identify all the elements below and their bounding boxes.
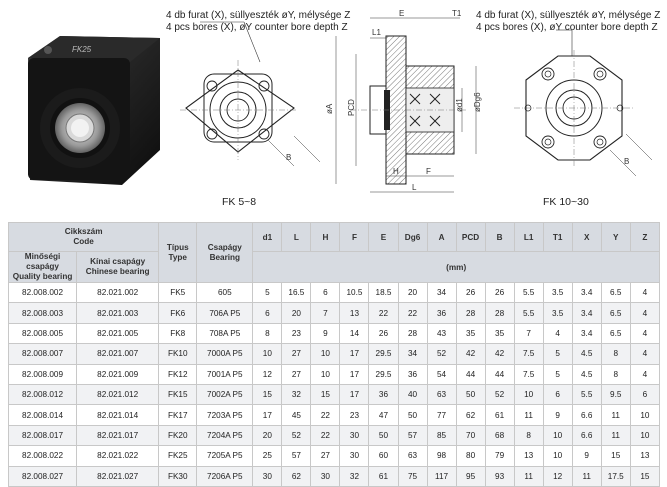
dim-phi-dg6: øDg6 <box>473 92 482 112</box>
table-cell: 22 <box>369 303 398 323</box>
table-cell: 28 <box>398 323 427 343</box>
table-cell: 22 <box>311 405 340 425</box>
table-cell: 82.008.017 <box>9 425 77 445</box>
table-cell: 80 <box>456 446 485 466</box>
table-cell: 10 <box>514 384 543 404</box>
dim-l1: L1 <box>372 28 381 37</box>
table-cell: 60 <box>369 446 398 466</box>
table-cell: 26 <box>369 323 398 343</box>
table-row <box>9 425 660 445</box>
table-cell: 7 <box>514 323 543 343</box>
table-cell: 30 <box>253 466 282 486</box>
table-cell: 28 <box>456 303 485 323</box>
table-cell: FK17 <box>159 405 197 425</box>
table-row <box>9 344 660 364</box>
table-cell: 23 <box>340 405 369 425</box>
header-chinese-bearing <box>77 252 159 283</box>
header-type-en: Type <box>168 252 187 262</box>
header-quality-bearing <box>9 252 77 283</box>
table-cell: 30 <box>311 466 340 486</box>
table-cell: 6 <box>543 384 572 404</box>
table-cell: 7205A P5 <box>197 446 253 466</box>
table-cell: 50 <box>456 384 485 404</box>
dim-b-left: B <box>286 153 292 162</box>
table-cell: 3.4 <box>572 283 601 303</box>
table-cell: 36 <box>398 364 427 384</box>
caption-fk10-30: FK 10~30 <box>543 196 589 208</box>
spec-table <box>8 222 660 487</box>
header-units: (mm) <box>253 252 660 283</box>
table-cell: 11 <box>601 405 630 425</box>
table-cell: 10.5 <box>340 283 369 303</box>
table-cell: 6.6 <box>572 425 601 445</box>
table-cell: 62 <box>282 466 311 486</box>
table-cell: 4 <box>630 283 659 303</box>
header-dim: Z <box>630 223 659 252</box>
table-cell: 7206A P5 <box>197 466 253 486</box>
header-dim: d1 <box>253 223 282 252</box>
header-dim: L <box>282 223 311 252</box>
table-cell: 22 <box>398 303 427 323</box>
table-cell: 18.5 <box>369 283 398 303</box>
table-cell: 40 <box>398 384 427 404</box>
note-right-hu: 4 db furat (X), süllyeszték øY, mélysége Z <box>476 10 661 21</box>
table-cell: 7.5 <box>514 344 543 364</box>
header-dim: F <box>340 223 369 252</box>
table-cell: 32 <box>282 384 311 404</box>
header-bearing-en: Bearing <box>209 252 241 262</box>
table-cell: 7204A P5 <box>197 425 253 445</box>
header-code: Code <box>73 237 94 246</box>
dim-t1: T1 <box>452 9 462 18</box>
table-cell: 15 <box>630 466 659 486</box>
table-cell: 82.021.007 <box>77 344 159 364</box>
table-row <box>9 466 660 486</box>
table-row <box>9 364 660 384</box>
dim-phi-a: øA <box>325 103 334 114</box>
spec-table-body <box>9 283 660 487</box>
table-cell: 706A P5 <box>197 303 253 323</box>
technical-drawing-area <box>0 0 667 215</box>
table-cell: 708A P5 <box>197 323 253 343</box>
table-cell: 3.4 <box>572 323 601 343</box>
table-cell: 70 <box>456 425 485 445</box>
table-cell: 20 <box>253 425 282 445</box>
table-cell: 6.5 <box>601 283 630 303</box>
table-cell: 17 <box>253 405 282 425</box>
table-cell: 14 <box>340 323 369 343</box>
table-cell: 8 <box>601 344 630 364</box>
table-cell: 6 <box>311 283 340 303</box>
dim-f: F <box>426 167 431 176</box>
table-cell: 98 <box>427 446 456 466</box>
table-row <box>9 323 660 343</box>
table-cell: 42 <box>485 344 514 364</box>
header-dim: Dg6 <box>398 223 427 252</box>
table-cell: 77 <box>427 405 456 425</box>
table-cell: 36 <box>369 384 398 404</box>
header-dim: E <box>369 223 398 252</box>
table-cell: FK8 <box>159 323 197 343</box>
table-cell: 17 <box>340 384 369 404</box>
table-cell: 17 <box>340 344 369 364</box>
table-cell: 57 <box>282 446 311 466</box>
table-cell: 75 <box>398 466 427 486</box>
table-cell: 6.6 <box>572 405 601 425</box>
table-cell: 9 <box>311 323 340 343</box>
table-cell: 61 <box>369 466 398 486</box>
table-cell: 43 <box>427 323 456 343</box>
table-cell: 6.5 <box>601 323 630 343</box>
table-cell: FK12 <box>159 364 197 384</box>
table-cell: 82.021.009 <box>77 364 159 384</box>
table-cell: 5.5 <box>572 384 601 404</box>
header-type <box>159 223 197 283</box>
table-cell: 82.008.014 <box>9 405 77 425</box>
table-cell: 82.021.012 <box>77 384 159 404</box>
table-cell: 68 <box>485 425 514 445</box>
table-cell: 57 <box>398 425 427 445</box>
table-cell: 8 <box>514 425 543 445</box>
table-cell: FK25 <box>159 446 197 466</box>
dim-h: H <box>393 167 399 176</box>
table-cell: 82.021.022 <box>77 446 159 466</box>
table-cell: 32 <box>340 466 369 486</box>
table-cell: 3.5 <box>543 283 572 303</box>
product-label: FK25 <box>72 45 92 54</box>
table-cell: 50 <box>398 405 427 425</box>
product-photo <box>28 36 160 185</box>
table-cell: 95 <box>456 466 485 486</box>
table-cell: 7001A P5 <box>197 364 253 384</box>
table-cell: FK30 <box>159 466 197 486</box>
table-cell: 17.5 <box>601 466 630 486</box>
table-cell: 82.021.017 <box>77 425 159 445</box>
table-row <box>9 405 660 425</box>
table-cell: 42 <box>456 344 485 364</box>
table-cell: 17 <box>340 364 369 384</box>
table-cell: 8 <box>253 323 282 343</box>
table-cell: 36 <box>427 303 456 323</box>
table-cell: 82.021.027 <box>77 466 159 486</box>
table-cell: 82.008.027 <box>9 466 77 486</box>
table-cell: 63 <box>398 446 427 466</box>
table-cell: 30 <box>340 425 369 445</box>
table-cell: FK6 <box>159 303 197 323</box>
note-right-en: 4 pcs bores (X), øY counter bore depth Z <box>476 22 658 33</box>
table-cell: 82.008.005 <box>9 323 77 343</box>
table-cell: 5 <box>543 344 572 364</box>
table-cell: 52 <box>485 384 514 404</box>
header-tipus: Típus <box>166 242 189 252</box>
table-cell: 26 <box>456 283 485 303</box>
table-cell: 10 <box>543 446 572 466</box>
table-cell: 7000A P5 <box>197 344 253 364</box>
table-cell: 34 <box>398 344 427 364</box>
table-cell: 61 <box>485 405 514 425</box>
table-cell: 3.4 <box>572 303 601 323</box>
table-cell: 11 <box>601 425 630 445</box>
table-cell: 3.5 <box>543 303 572 323</box>
table-cell: 15 <box>601 446 630 466</box>
table-cell: 35 <box>485 323 514 343</box>
table-cell: 28 <box>485 303 514 323</box>
table-cell: 82.008.002 <box>9 283 77 303</box>
front-view-fk5-8 <box>180 22 320 166</box>
table-cell: 35 <box>456 323 485 343</box>
table-cell: 10 <box>630 405 659 425</box>
table-cell: 82.008.007 <box>9 344 77 364</box>
table-cell: 4.5 <box>572 344 601 364</box>
header-code-group <box>9 223 159 252</box>
table-cell: 7002A P5 <box>197 384 253 404</box>
dim-pcd: PCD <box>347 99 356 116</box>
table-cell: 4 <box>543 323 572 343</box>
table-cell: 93 <box>485 466 514 486</box>
table-cell: 22 <box>311 425 340 445</box>
table-cell: 8 <box>601 364 630 384</box>
table-cell: 44 <box>485 364 514 384</box>
table-cell: 63 <box>427 384 456 404</box>
header-csapagy: Csapágy <box>207 242 242 252</box>
table-cell: 82.008.003 <box>9 303 77 323</box>
table-cell: 5 <box>543 364 572 384</box>
header-dim: H <box>311 223 340 252</box>
table-cell: 25 <box>253 446 282 466</box>
table-cell: 29.5 <box>369 344 398 364</box>
table-cell: FK15 <box>159 384 197 404</box>
table-cell: 79 <box>485 446 514 466</box>
table-cell: 9 <box>543 405 572 425</box>
table-cell: 4.5 <box>572 364 601 384</box>
note-left-en: 4 pcs bores (X), øY counter bore depth Z <box>166 22 348 33</box>
table-cell: 16.5 <box>282 283 311 303</box>
table-row <box>9 303 660 323</box>
table-cell: 20 <box>282 303 311 323</box>
header-dim: X <box>572 223 601 252</box>
table-cell: 82.008.009 <box>9 364 77 384</box>
table-cell: 5.5 <box>514 283 543 303</box>
table-cell: 9.5 <box>601 384 630 404</box>
table-cell: 6.5 <box>601 303 630 323</box>
table-cell: 82.008.022 <box>9 446 77 466</box>
table-cell: 23 <box>282 323 311 343</box>
table-cell: 6 <box>630 384 659 404</box>
table-cell: 20 <box>398 283 427 303</box>
dim-e: E <box>399 9 405 18</box>
table-cell: 5.5 <box>514 303 543 323</box>
table-cell: 82.021.005 <box>77 323 159 343</box>
table-row <box>9 384 660 404</box>
table-cell: 4 <box>630 344 659 364</box>
header-dim: PCD <box>456 223 485 252</box>
header-quality-en: Quality bearing <box>12 272 73 281</box>
table-cell: 27 <box>311 446 340 466</box>
drawings-svg <box>0 0 667 215</box>
table-cell: 10 <box>311 344 340 364</box>
table-cell: 52 <box>427 344 456 364</box>
table-cell: FK20 <box>159 425 197 445</box>
table-cell: 13 <box>630 446 659 466</box>
table-cell: 54 <box>427 364 456 384</box>
table-cell: 15 <box>311 384 340 404</box>
table-cell: 11 <box>514 466 543 486</box>
header-bearing <box>197 223 253 283</box>
header-dim: B <box>485 223 514 252</box>
front-view-fk10-30 <box>514 30 652 176</box>
table-row <box>9 283 660 303</box>
table-cell: FK5 <box>159 283 197 303</box>
dim-b-right: B <box>624 157 630 166</box>
table-cell: 15 <box>253 384 282 404</box>
table-cell: 13 <box>514 446 543 466</box>
table-cell: 29.5 <box>369 364 398 384</box>
table-cell: 7203A P5 <box>197 405 253 425</box>
header-quality-hu: Minőségi csapágy <box>24 252 61 271</box>
table-cell: 5 <box>253 283 282 303</box>
table-cell: 27 <box>282 344 311 364</box>
table-cell: 50 <box>369 425 398 445</box>
table-cell: 4 <box>630 364 659 384</box>
header-dim: Y <box>601 223 630 252</box>
header-cikkszam: Cikkszám <box>64 227 103 236</box>
table-cell: 27 <box>282 364 311 384</box>
table-cell: 44 <box>456 364 485 384</box>
header-chinese-hu: Kínai csapágy <box>90 257 146 266</box>
table-cell: 10 <box>630 425 659 445</box>
caption-fk5-8: FK 5~8 <box>222 196 257 208</box>
table-cell: 34 <box>427 283 456 303</box>
table-cell: 7 <box>311 303 340 323</box>
table-cell: 12 <box>253 364 282 384</box>
table-cell: 6 <box>253 303 282 323</box>
header-dim: T1 <box>543 223 572 252</box>
header-chinese-en: Chinese bearing <box>85 267 150 276</box>
table-cell: 10 <box>253 344 282 364</box>
table-cell: 30 <box>340 446 369 466</box>
table-cell: 117 <box>427 466 456 486</box>
table-cell: FK10 <box>159 344 197 364</box>
table-cell: 47 <box>369 405 398 425</box>
header-dim: L1 <box>514 223 543 252</box>
table-cell: 4 <box>630 303 659 323</box>
dim-phi-d1: ød1 <box>455 98 464 112</box>
dim-l: L <box>412 183 417 192</box>
table-cell: 12 <box>543 466 572 486</box>
table-cell: 85 <box>427 425 456 445</box>
table-cell: 82.008.012 <box>9 384 77 404</box>
table-cell: 52 <box>282 425 311 445</box>
table-cell: 11 <box>572 466 601 486</box>
table-cell: 82.021.014 <box>77 405 159 425</box>
table-cell: 45 <box>282 405 311 425</box>
table-row <box>9 446 660 466</box>
table-cell: 13 <box>340 303 369 323</box>
table-cell: 10 <box>311 364 340 384</box>
side-section-view <box>325 9 482 192</box>
table-cell: 62 <box>456 405 485 425</box>
table-cell: 4 <box>630 323 659 343</box>
header-dim: A <box>427 223 456 252</box>
table-cell: 82.021.003 <box>77 303 159 323</box>
table-cell: 11 <box>514 405 543 425</box>
note-left-hu: 4 db furat (X), süllyeszték øY, mélysége Z <box>166 10 351 21</box>
table-cell: 26 <box>485 283 514 303</box>
table-cell: 7.5 <box>514 364 543 384</box>
table-cell: 10 <box>543 425 572 445</box>
table-cell: 605 <box>197 283 253 303</box>
table-cell: 82.021.002 <box>77 283 159 303</box>
table-cell: 9 <box>572 446 601 466</box>
